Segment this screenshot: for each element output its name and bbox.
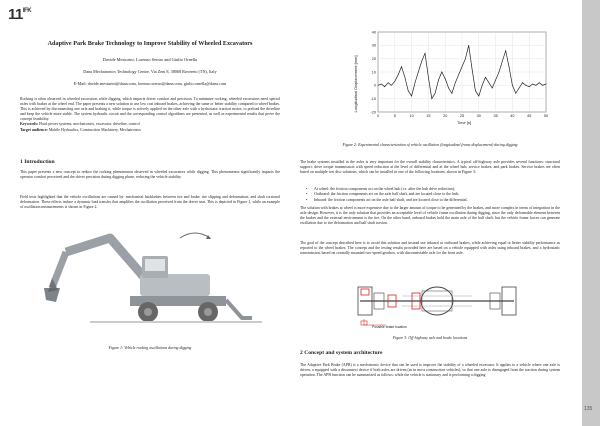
chart-point (529, 86, 530, 87)
chart-point (539, 82, 540, 83)
figure-3-caption: Figure 3: Off-highway axle and brake locations (392, 336, 468, 340)
brake-location-list (300, 187, 574, 203)
chart-x-tick-label: 30 (476, 114, 481, 118)
target-label: Target audience: (20, 127, 48, 132)
chart-point (411, 96, 412, 97)
chart-point (475, 90, 476, 91)
chart-x-tick-label: 45 (527, 114, 532, 118)
chart-point (499, 72, 500, 73)
chart-point (515, 93, 516, 94)
brake-marker-wheel (361, 289, 369, 295)
outrigger (226, 300, 252, 318)
figure-2-chart (350, 26, 550, 126)
chart-point (509, 66, 510, 67)
chart-point (438, 80, 439, 81)
chart-point (495, 80, 496, 81)
paper-email: E-Mail: davide.mesturini@dana.com, lorenzo.serrao@dana.com, giulio.ornella@dana.com (73, 81, 227, 86)
chart-point (421, 61, 422, 62)
chart-y-tick-label: 30 (371, 43, 376, 48)
chart-y-tick-label: -10 (370, 96, 376, 101)
chart-x-tick-label: 25 (459, 114, 465, 118)
chart-x-tick-label: 0 (376, 114, 380, 118)
figure-1-caption: Figure 1: Vehicle rocking oscillations during digging (108, 346, 192, 350)
figure-3 (352, 275, 522, 333)
excavator-illustration (30, 218, 270, 342)
excavator-boom (66, 238, 150, 284)
chart-point (452, 93, 453, 94)
chart-point (492, 88, 493, 89)
chart-point (519, 88, 520, 89)
chart-y-tick-label: 20 (371, 56, 376, 61)
right-paragraph-1: The brake systems installed in the axles is very important for the overall stability characteristics. A typical off-highway axle provides several functions: structural support; drive torque transmission with speed reduction at the level of differential and at the wheel hub; service brakes; and park brakes. Service brakes are often based on multiple wet disc solutions, which can be installed in one of the following locations, shown in Figure 3: (300, 160, 560, 175)
chart-y-label: Longitudinal Displacement [mm] (353, 55, 358, 113)
cab-window (145, 259, 165, 271)
chart-point (391, 85, 392, 86)
chart-point (401, 66, 402, 67)
paper-title: Adaptive Park Brake Technology to Improve Stability of Wheeled Excavators (47, 40, 253, 47)
chart-point (462, 66, 463, 67)
list-item: • Outboard: the friction components act on the axle half shaft, and are located close to the hub; (314, 192, 574, 197)
chart-point (415, 82, 416, 83)
chart-point (418, 72, 419, 73)
displacement-chart (350, 26, 550, 126)
chart-point (485, 77, 486, 78)
chart-point (445, 78, 446, 79)
chart-point (465, 58, 466, 59)
chart-point (398, 74, 399, 75)
chart-point (525, 85, 526, 86)
right-paragraph-3: The goal of the concept described here is to avoid this solution and instead use inboard or outboard brakes, while achieving equal or better stability performance as reported to the wheel brakes. The concept and the testing results provided here are based on a vehicle equipped with axles using inboard brakes, and a hydrostatic transmission, based on centrally mounted two-speed gearbox, with disconnectable axle for the front axle. (300, 241, 560, 256)
chart-point (478, 96, 479, 97)
figure-1 (30, 218, 270, 342)
chart-point (546, 84, 547, 85)
right-paragraph-2: The solution with brakes at wheel is more expensive due to the larger amount of torque to be generated by the brakes, and more complex in terms of integration in the axle design. However, it is the only solution that provides an acceptable level of vehicle frame oscillation during digging, since the only deformable element between the brakes and the external environment is the tire. On the other hand, onboard brakes hold the main axle of the half shaft, but the vehicle frame forces can generate oscillation due to tire deformation and half shaft torsion. (300, 206, 560, 226)
chart-x-tick-label: 35 (493, 114, 498, 118)
chart-point (522, 82, 523, 83)
list-item: • At wheel: the friction components act on the wheel hub (i.e. after the hub drive reduction); (314, 187, 574, 192)
chart-point (394, 81, 395, 82)
keywords-text: Fluid power systems, mechatronics, excavator, driveline, control (39, 122, 140, 127)
chart-point (405, 77, 406, 78)
chart-y-tick-label: 0 (373, 83, 376, 88)
chart-point (448, 88, 449, 89)
chart-point (388, 82, 389, 83)
paper-affiliation: Dana Mechatronics Technology Centre, Via Zeni 8, 38068 Rovereto (TN), Italy (83, 69, 217, 74)
chart-x-tick-label: 15 (426, 114, 431, 118)
chart-point (455, 82, 456, 83)
chart-point (542, 85, 543, 86)
chart-x-label: Time [s] (456, 120, 472, 125)
chart-point (384, 86, 385, 87)
chart-x-tick-label: 50 (543, 114, 549, 118)
chart-point (489, 82, 490, 83)
target-text: Mobile Hydraulics, Construction Machinery, Mechatronics (48, 127, 141, 132)
abstract-text: Rocking is often observed in wheeled excavators while digging, which impacts driver comfort and precision. To minimize rocking, wheeled excavators need special axles with brakes at the wheel end. The paper presents a new solution to use low cost inboard brakes, achieving the same or better stability compared to wheel brakes. This is achieved by disconnecting one axle and braking it, while torque is actively applied on the other axle with a hydrostatic traction motor, to preload the driveline and keep the vehicle more stable. The system hydraulic circuit and the corresponding control algorithms are presented, as well as experimental results that prove the concept feasibility. (20, 97, 280, 122)
chart-x-tick-label: 5 (393, 114, 396, 118)
intro-paragraph-2: Field tests highlighted that the vehicle oscillations are caused by: mechanical backlashes between tire and brake; tire slipping and deformation; and shaft torsional deformation. These effects induce a dynamic load transfer that amplifies the oscillation perceived from the driver seat. This is depicted in Figure 1, while an example of oscillation measurements is shown in Figure 2. (20, 195, 280, 210)
chart-point (381, 84, 382, 85)
rocking-arrow (180, 233, 210, 238)
chart-point (458, 74, 459, 75)
list-item: • Inboard: the friction components act on the axle half shaft, and are located close to the differential. (314, 198, 574, 203)
chart-point (505, 50, 506, 51)
figure-2-caption: Figure 2: Experimental characterization of vehicle oscillation (longitudinal frame displacement) during digging (342, 143, 518, 147)
sidebar-group-label: GROUP 4 - 3 (578, 346, 584, 376)
chart-x-tick-label: 40 (510, 114, 515, 118)
page-number: 135 (584, 406, 593, 412)
section-1-heading: 1 Introduction (20, 159, 55, 165)
section-2-heading: 2 Concept and system architecture (300, 350, 383, 356)
chart-y-tick-label: 10 (371, 70, 376, 75)
chart-point (431, 98, 432, 99)
chart-point (512, 85, 513, 86)
chart-x-tick-label: 10 (409, 114, 414, 118)
chart-point (408, 90, 409, 91)
chart-point (428, 77, 429, 78)
conference-logo: $11^{IFK}$ (8, 6, 32, 23)
chart-point (468, 45, 469, 46)
keywords-label: Keywords: (20, 122, 39, 127)
chart-y-tick-label: 40 (371, 30, 376, 35)
abstract (20, 97, 280, 133)
chart-point (425, 53, 426, 54)
figure-3-label: Possible brake location (372, 325, 407, 329)
chart-point (472, 69, 473, 70)
chart-point (441, 72, 442, 73)
chart-point (482, 85, 483, 86)
chart-point (378, 85, 379, 86)
concept-paragraph-1: The Adaptive Park Brake (APB) is a mechatronic device that can be used to improve the stability of a wheeled excavator. It applies to a vehicle where one axle is driven, a equipped with a disconnect device if both axles are driven (as in most construction vehicles), so that one axle is disengaged from the traction during system operation. The APB function can be summarized as follows: while the vehicle is stationary and is performing a digging (300, 363, 560, 378)
chart-point (435, 93, 436, 94)
intro-paragraph-1: This paper presents a new concept to reduce the rocking phenomenon observed in wheeled excavators while digging. This phenomenon significantly impacts the operator comfort perceived and the driver precision during digging phase, reducing the vehicle stability. (20, 170, 280, 180)
paper-authors: Davide Mesturini, Lorenzo Serrao and Giulio Ornella (102, 57, 198, 62)
chart-point (502, 61, 503, 62)
chart-x-tick-label: 20 (443, 114, 448, 118)
chart-point (532, 84, 533, 85)
chart-y-tick-label: -20 (370, 110, 376, 115)
chart-point (536, 85, 537, 86)
